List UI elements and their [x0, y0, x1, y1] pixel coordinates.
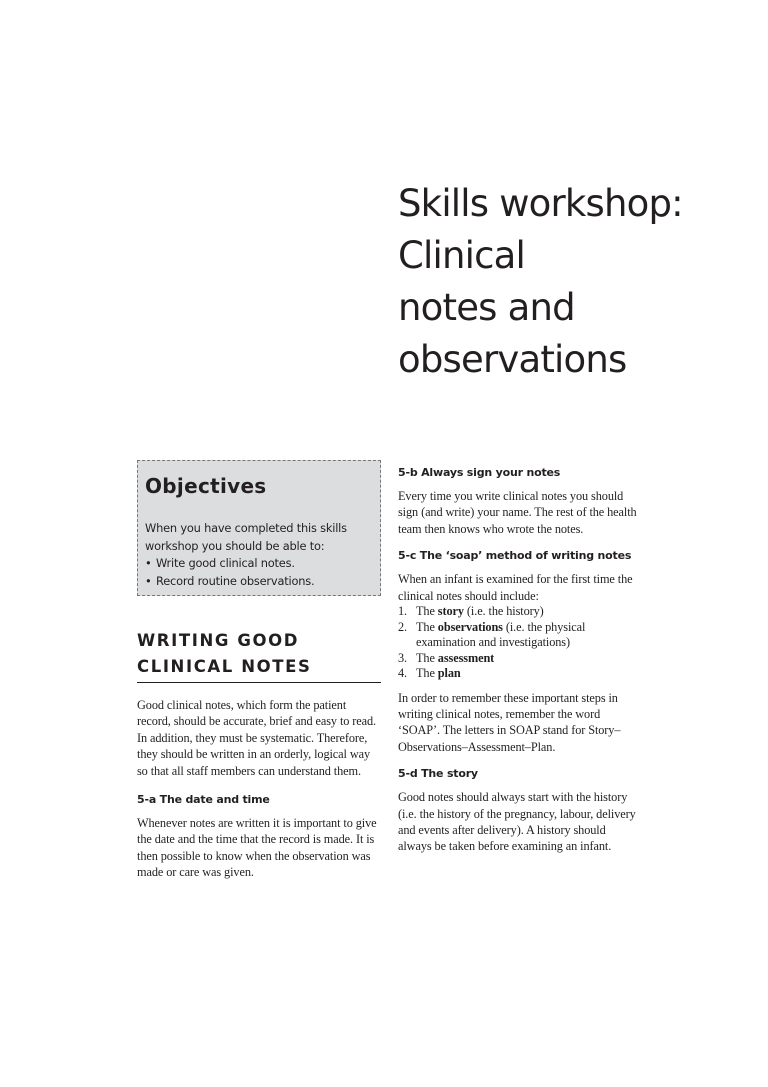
subsection-heading-5a: 5-a The date and time	[137, 793, 270, 807]
title-line: Clinical	[398, 234, 526, 277]
list-text: (i.e. the history)	[463, 604, 544, 619]
soap-list	[398, 604, 642, 682]
subsection-intro-5c: When an infant is examined for the first time the clinical notes should include:	[398, 572, 633, 603]
right-column	[398, 466, 642, 855]
objectives-intro: When you have completed this skills workshop you should be able to:	[145, 521, 347, 553]
objective-item: • Record routine observations.	[145, 573, 373, 591]
list-bold: story	[437, 604, 464, 619]
subsection-text-5a: Whenever notes are written it is important to give the date and the time that the record is made. It is then possible to know when the observation was made or care was given.	[137, 816, 377, 880]
subsection-text-5b: Every time you write clinical notes you should sign (and write) your name. The rest of the health team then knows who wrote the notes.	[398, 489, 637, 536]
soap-list-item	[398, 604, 642, 620]
section-heading-line: CLINICAL NOTES	[137, 657, 312, 676]
subsection-text-5d: Good notes should always start with the history (i.e. the history of the pregnancy, labour, delivery and events after delivery). A history should always be taken before examining an infant.	[398, 790, 636, 854]
subsection-heading-5c: 5-c The ‘soap’ method of writing notes	[398, 549, 632, 563]
list-bold: observations	[437, 619, 503, 634]
objectives-heading: Objectives	[145, 474, 267, 498]
list-number: 2.	[398, 619, 408, 634]
section-heading-line: WRITING GOOD	[137, 631, 300, 650]
list-text: The	[416, 604, 438, 619]
list-number: 1.	[398, 604, 408, 619]
list-number: 3.	[398, 650, 408, 665]
objective-item: • Write good clinical notes.	[145, 555, 373, 573]
subsection-heading-5d: 5-d The story	[398, 767, 478, 781]
page-title	[398, 178, 738, 386]
title-line: observations	[398, 338, 627, 381]
list-bold: plan	[437, 666, 461, 681]
list-text: The	[416, 650, 438, 665]
title-line: Skills workshop:	[398, 182, 683, 225]
objectives-box	[137, 460, 381, 596]
soap-list-item	[398, 620, 642, 651]
left-column	[137, 460, 381, 881]
objectives-list	[145, 555, 373, 590]
soap-list-item	[398, 666, 642, 682]
list-number: 4.	[398, 666, 408, 681]
soap-list-item	[398, 651, 642, 667]
list-text: The	[416, 666, 438, 681]
title-line: notes and	[398, 286, 575, 329]
section-intro: Good clinical notes, which form the patient record, should be accurate, brief and easy to read. In addition, they must be systematic. Therefore, they should be written in an orderly, logical way so that all staff members can understand them.	[137, 698, 377, 778]
subsection-outro-5c: In order to remember these important steps in writing clinical notes, remember the word ‘SOAP’. The letters in SOAP stand for Story–Observations–Assessment–Plan.	[398, 690, 621, 754]
subsection-heading-5b: 5-b Always sign your notes	[398, 466, 561, 479]
section-heading	[137, 628, 381, 683]
list-bold: assessment	[437, 650, 495, 665]
list-text: (i.e. the physical examination and investigations)	[416, 619, 586, 650]
list-text: The	[416, 619, 438, 634]
